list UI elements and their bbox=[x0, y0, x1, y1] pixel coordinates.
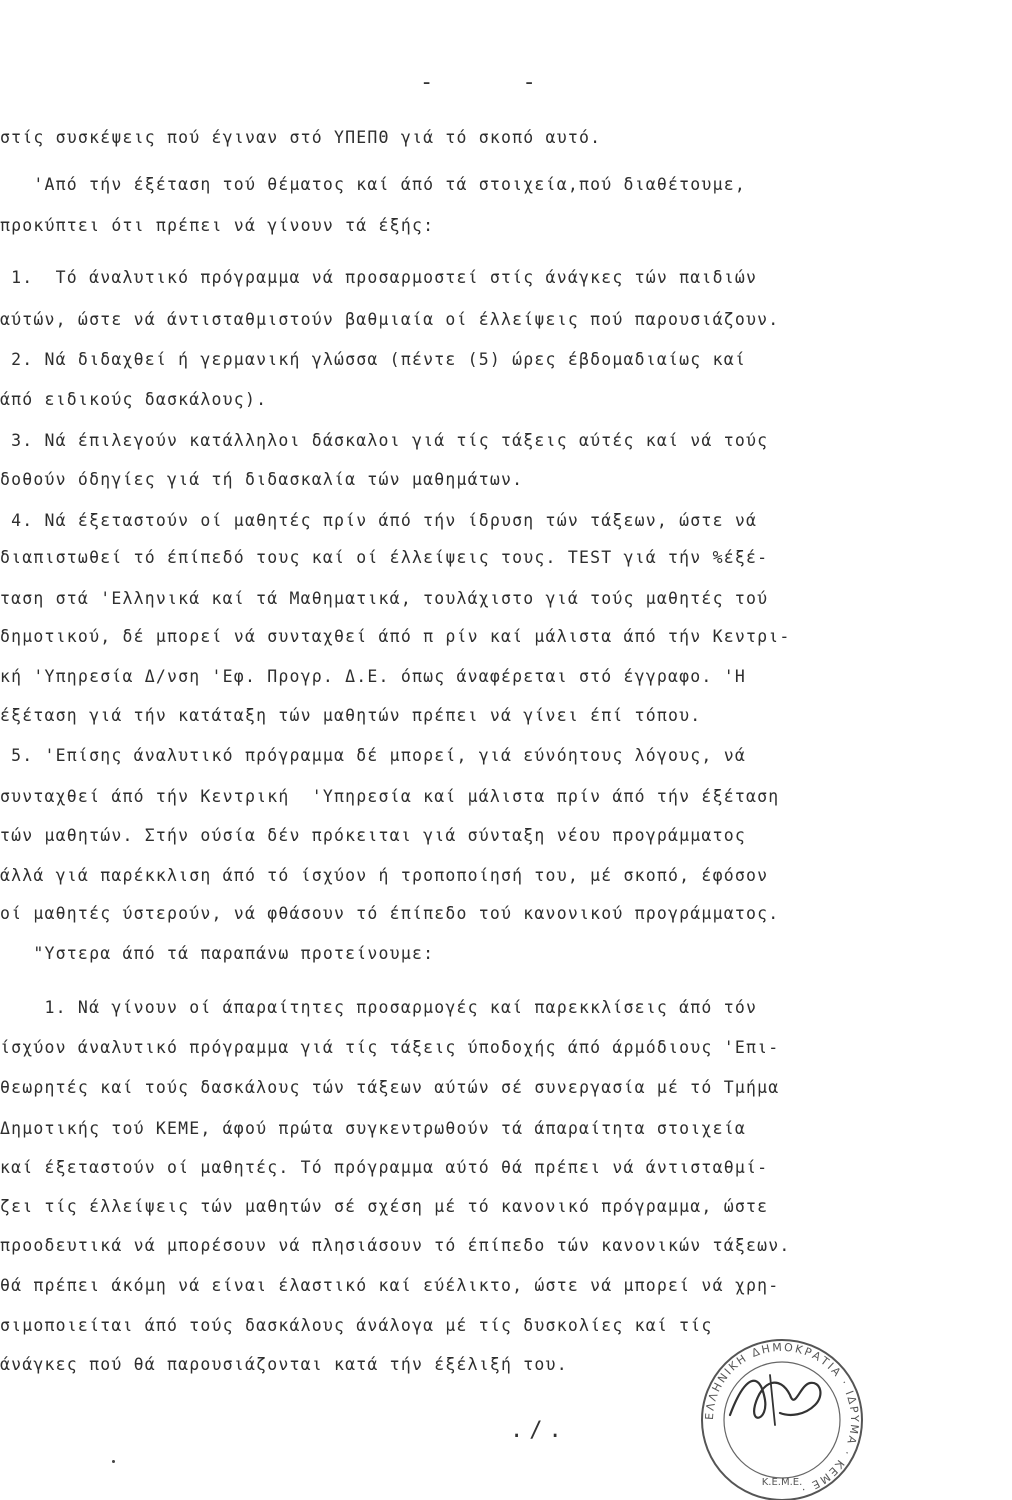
text-line: κή 'Υπηρεσία Δ/νση 'Εφ. Προγρ. Δ.Ε. όπως άναφέρεται στό έγγραφο. 'Η bbox=[0, 667, 746, 686]
text-line: 2. Νά διδαχθεί ή γερμανική γλώσσα (πέντε (5) ώρες έβδομαδιαίως καί bbox=[0, 350, 746, 369]
text-line: προοδευτικά νά μπορέσουν νά πλησιάσουν τό έπίπεδο τών κανονικών τάξεων. bbox=[0, 1236, 791, 1255]
text-line: 1. Τό άναλυτικό πρόγραμμα νά προσαρμοστεί στίς άνάγκες τών παιδιών bbox=[0, 268, 758, 287]
text-line: οί μαθητές ύστερούν, νά φθάσουν τό έπίπεδο τού κανονικού προγράμματος. bbox=[0, 904, 780, 923]
text-line: αύτών, ώστε νά άντισταθμιστούν βαθμιαία οί έλλείψεις πού παρουσιάζουν. bbox=[0, 310, 780, 329]
text-line: ίσχύον άναλυτικό πρόγραμμα γιά τίς τάξεις ύποδοχής άπό άρμόδιους 'Επι- bbox=[0, 1038, 780, 1057]
page-marker: - - bbox=[420, 70, 574, 95]
text-line: τών μαθητών. Στήν ούσία δέν πρόκειται γιά σύνταξη νέου προγράμματος bbox=[0, 826, 746, 845]
svg-text:Κ.Ε.Μ.Ε.: Κ.Ε.Μ.Ε. bbox=[761, 1477, 803, 1488]
text-line: 4. Νά έξεταστούν οί μαθητές πρίν άπό τήν ίδρυση τών τάξεων, ώστε νά bbox=[0, 511, 758, 530]
text-line: ζει τίς έλλείψεις τών μαθητών σέ σχέση μέ τό κανονικό πρόγραμμα, ώστε bbox=[0, 1197, 769, 1216]
text-line: σιμοποιείται άπό τούς δασκάλους άνάλογα μέ τίς δυσκολίες καί τίς bbox=[0, 1316, 713, 1335]
text-line: ταση στά 'Ελληνικά καί τά Μαθηματικά, τουλάχιστο γιά τούς μαθητές τού bbox=[0, 589, 769, 608]
text-line: δοθούν όδηγίες γιά τή διδασκαλία τών μαθημάτων. bbox=[0, 470, 524, 489]
text-line: συνταχθεί άπό τήν Κεντρική 'Υπηρεσία καί μάλιστα πρίν άπό τήν έξέταση bbox=[0, 787, 780, 806]
text-line: θά πρέπει άκόμη νά είναι έλαστικό καί εύέλικτο, ώστε νά μπορεί νά χρη- bbox=[0, 1276, 780, 1295]
text-line: 'Από τήν έξέταση τού θέματος καί άπό τά στοιχεία,πού διαθέτουμε, bbox=[0, 175, 746, 194]
svg-text:ΕΛΛΗΝΙΚΗ ΔΗΜΟΚΡΑΤΙΑ · ΙΔΡΥΜΑ ·: ΕΛΛΗΝΙΚΗ ΔΗΜΟΚΡΑΤΙΑ · ΙΔΡΥΜΑ · ΚΕΜΕ · bbox=[702, 1340, 862, 1497]
ink-dot bbox=[112, 1460, 115, 1463]
text-line: Δημοτικής τού ΚΕΜΕ, άφού πρώτα συγκεντρωθούν τά άπαραίτητα στοιχεία bbox=[0, 1119, 746, 1138]
text-line: στίς συσκέψεις πού έγιναν στό ΥΠΕΠΘ γιά τό σκοπό αυτό. bbox=[0, 128, 602, 147]
text-line: 3. Νά έπιλεγούν κατάλληλοι δάσκαλοι γιά τίς τάξεις αύτές καί νά τούς bbox=[0, 431, 769, 450]
continuation-marker: ./. bbox=[510, 1418, 568, 1443]
signature-icon bbox=[720, 1355, 840, 1445]
text-line: διαπιστωθεί τό έπίπεδό τους καί οί έλλείψεις τους. TEST γιά τήν %έξέ- bbox=[0, 548, 769, 567]
text-line: άλλά γιά παρέκκλιση άπό τό ίσχύον ή τροποποίησή του, μέ σκοπό, έφόσον bbox=[0, 866, 769, 885]
text-line: έξέταση γιά τήν κατάταξη τών μαθητών πρέπει νά γίνει έπί τόπου. bbox=[0, 706, 702, 725]
text-line: 1. Νά γίνουν οί άπαραίτητες προσαρμογές καί παρεκκλίσεις άπό τόν bbox=[0, 998, 758, 1017]
text-line: 5. 'Επίσης άναλυτικό πρόγραμμα δέ μπορεί, γιά εύνόητους λόγους, νά bbox=[0, 746, 746, 765]
text-line: άπό ειδικούς δασκάλους). bbox=[0, 390, 268, 409]
text-line: άνάγκες πού θά παρουσιάζονται κατά τήν έξέλιξή του. bbox=[0, 1355, 568, 1374]
text-line: προκύπτει ότι πρέπει νά γίνουν τά έξής: bbox=[0, 216, 435, 235]
text-line: "Υστερα άπό τά παραπάνω προτείνουμε: bbox=[0, 944, 435, 963]
text-line: θεωρητές καί τούς δασκάλους τών τάξεων αύτών σέ συνεργασία μέ τό Τμήμα bbox=[0, 1078, 780, 1097]
text-line: δημοτικού, δέ μπορεί νά συνταχθεί άπό π ρίν καί μάλιστα άπό τήν Κεντρι- bbox=[0, 627, 791, 646]
text-line: καί έξεταστούν οί μαθητές. Τό πρόγραμμα αύτό θά πρέπει νά άντισταθμί- bbox=[0, 1158, 769, 1177]
